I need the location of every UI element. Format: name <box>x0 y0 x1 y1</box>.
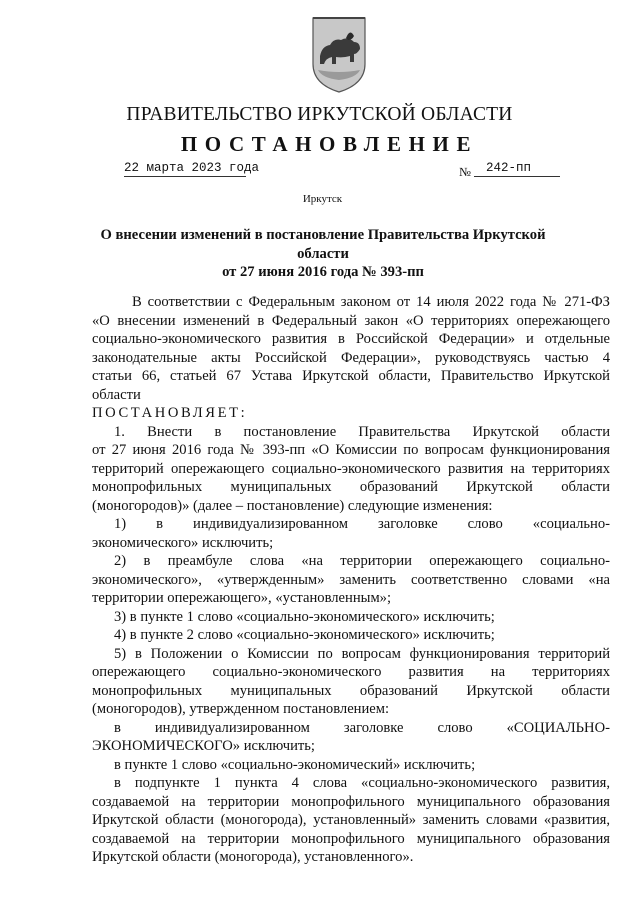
number-sign: № <box>459 165 471 179</box>
city-name: Иркутск <box>302 193 343 205</box>
body-line: области <box>92 386 141 403</box>
body-line: 3) в пункте 1 слово «социально-экономического» исключить; <box>114 608 495 625</box>
coat-of-arms-icon <box>310 12 368 96</box>
body-line: законодательные акты Российской Федерации», руководствуясь частью 4 <box>92 349 610 366</box>
body-line: экономического» исключить; <box>92 534 274 551</box>
body-line: (моногородов), утвержденном постановлением: <box>92 701 390 717</box>
body-line: социально-экономического развития в Российской Федерации» и отдельные <box>92 331 610 347</box>
body-line: В соответствии с Федеральным законом от 14 июля 2022 года № 271-ФЗ <box>132 294 610 310</box>
body-line: монопрофильных муниципальных образований Иркутской области <box>92 479 610 495</box>
body-line: монопрофильных муниципальных образований Иркутской области <box>92 682 610 699</box>
body-line: в подпункте 1 пункта 4 слова «социально-экономического развития, <box>114 775 610 791</box>
body-line: территории опережающего», «установленным»; <box>92 590 392 606</box>
document-subject <box>78 226 568 282</box>
body-line: создаваемой на территории монопрофильного муниципального образования <box>92 830 610 847</box>
body-line: 5) в Положении о Комиссии по вопросам функционирования территорий <box>114 645 610 662</box>
document-body <box>92 293 610 867</box>
decree-word: ПОСТАНОВЛЯЕТ: <box>92 405 248 421</box>
government-title: ПРАВИТЕЛЬСТВО ИРКУТСКОЙ ОБЛАСТИ <box>126 104 513 125</box>
body-line: опережающего социально-экономического развития на территориях <box>92 664 610 680</box>
subject-line: от 27 июня 2016 года № 393-пп <box>222 264 424 280</box>
body-line: ЭКОНОМИЧЕСКОГО» исключить; <box>92 738 315 754</box>
body-line: создаваемой на территории монопрофильного муниципального образования <box>92 793 610 810</box>
subject-line: О внесении изменений в постановление Правительства Иркутской области <box>100 227 546 262</box>
body-line: (моногородов)» (далее – постановление) следующие изменения: <box>92 497 493 514</box>
body-line: 2) в преамбуле слова «на территории опережающего социально- <box>114 553 610 569</box>
body-line: статьи 66, статьей 67 Устава Иркутской области, Правительство Иркутской <box>92 368 610 384</box>
body-line: 1. Внести в постановление Правительства Иркутской области <box>114 423 610 440</box>
document-number: 242-пп <box>474 160 560 177</box>
body-line: территорий опережающего социально-экономического развития на территориях <box>92 460 610 477</box>
body-line: в пункте 1 слово «социально-экономический» исключить; <box>114 756 476 773</box>
body-line: экономического», «утвержденным» заменить соответственно словами «на <box>92 571 610 588</box>
body-line: 4) в пункте 2 слово «социально-экономического» исключить; <box>114 627 495 643</box>
body-line: Иркутской области (моногорода), установленный» заменить словами «развития, <box>92 812 610 828</box>
body-line: в индивидуализированном заголовке слово «СОЦИАЛЬНО- <box>114 719 610 736</box>
body-line: 1) в индивидуализированном заголовке слово «социально- <box>114 516 610 532</box>
body-line: «О внесении изменений в Федеральный закон «О территориях опережающего <box>92 312 610 329</box>
body-line: от 27 июня 2016 года № 393-пп «О Комиссии по вопросам функционирования <box>92 442 610 458</box>
document-type-title: ПОСТАНОВЛЕНИЕ <box>180 132 479 156</box>
document-date: 22 марта 2023 года <box>124 161 260 175</box>
body-line: Иркутской области (моногорода), установленного». <box>92 849 414 865</box>
